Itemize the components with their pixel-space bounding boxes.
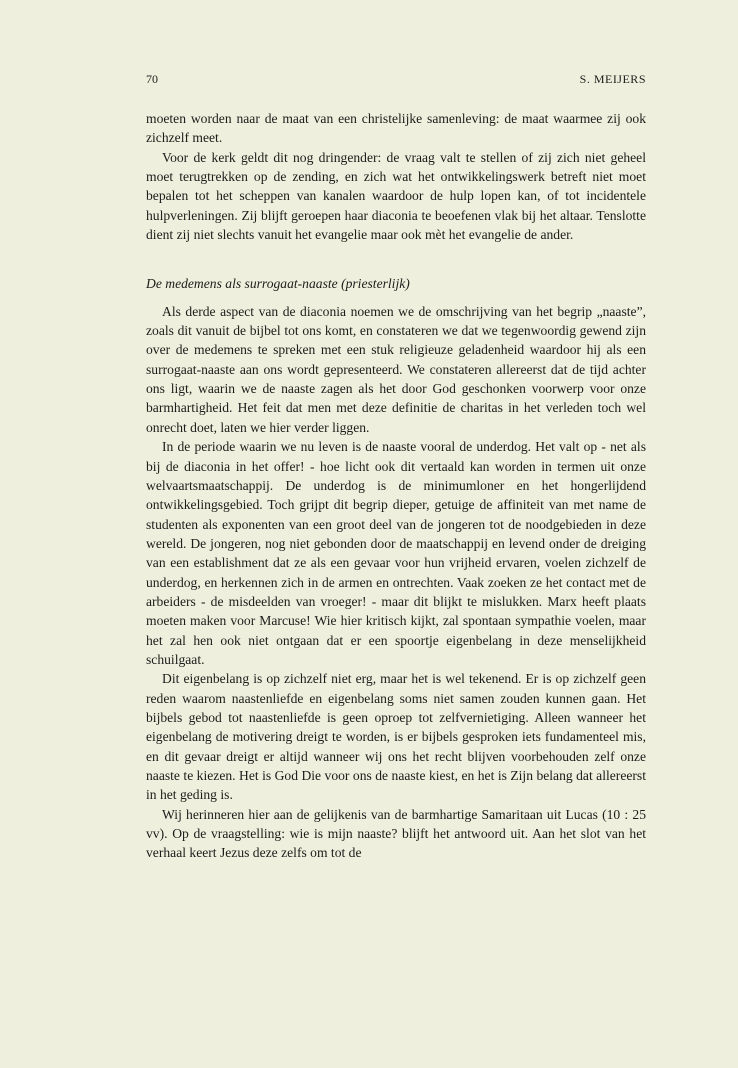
- paragraph: Wij herinneren hier aan de gelijkenis van de barmhartige Samaritaan uit Lucas (10 : 25 vv). Op de vraagstelling: wie is mijn naaste? blijft het antwoord uit. Aan het slot van het verhaal keert Jezus deze zelfs om tot de: [146, 806, 646, 861]
- paragraph: Dit eigenbelang is op zichzelf niet erg, maar het is wel tekenend. Er is op zichzelf geen reden waarom naastenliefde en eigenbelang soms niet samen zouden kunnen gaan. Het bijbels gebod tot naastenliefde is geen oproep tot zelfvernietiging. Alleen wanneer het eigenbelang de motivering dreigt te worden, is er bijbels gesproken iets fundamenteel mis, en dit gevaar dreigt er altijd wanneer wij ons het recht blijven voorbehouden zelf onze naaste te kiezen. Het is God Die voor ons de naaste kiest, en het is Zijn belang dat allereerst in het geding is.: [146, 671, 646, 803]
- paragraph: Voor de kerk geldt dit nog dringender: de vraag valt te stellen of zij zich niet geheel moet terugtrekken op de zending, en zich wat het ontwikkelingswerk betreft niet moet bepalen tot het scheppen van kanalen waardoor de hulp lopen kan, of tot incidentele hulpverleningen. Zij blijft geroepen haar diaconia te beoefenen vlak bij het altaar. Tenslotte dient zij niet slechts vanuit het evangelie maar ook mèt het evangelie de ander.: [146, 149, 646, 243]
- running-head: S. MEIJERS: [579, 72, 646, 86]
- paragraph: Als derde aspect van de diaconia noemen we de omschrijving van het begrip „naaste”, zoals dit vanuit de bijbel tot ons komt, en constateren we dat we tegenwoordig gewend zijn over de medemens te spreken met een stuk religieuze geladenheid waardoor hij als een surrogaat-naaste aan ons wordt gepresenteerd. We constateren allereerst dat de tijd achter ons ligt, waarin we de naaste zagen als het door God geschonken voorwerp voor onze barmhartigheid. Het feit dat men met deze definitie de charitas in het verleden toch wel onrecht doet, laten we hier verder liggen.: [146, 303, 646, 435]
- page-number: 70: [146, 72, 158, 86]
- section-heading: De medemens als surrogaat-naaste (priesterlijk): [146, 276, 410, 292]
- paragraph: In de periode waarin we nu leven is de naaste vooral de underdog. Het valt op - net als bij de diaconia in het offer! - hoe licht ook dit vertaald kan worden in termen uit onze welvaartsmaatschappij. De underdog is de minimumloner en het hongerlijdend ontwikkelingsgebied. Toch grijpt dit begrip dieper, getuige de affiniteit van met name de studenten als exponenten van een groot deel van de jongeren tot de noodgebieden in deze wereld. De jongeren, nog niet gebonden door de maatschappij en levend onder de dreiging van een establishment dat ze als een gevaar voor hun vrijheid ervaren, voelen zichzelf de underdog, en herkennen zich in de armen en ontrechten. Vaak zoeken ze het contact met de arbeiders - de misdeelden van vroeger! - maar dit blijkt te mislukken. Marx heeft plaats moeten maken voor Marcuse! Wie hier kritisch kijkt, zal spontaan sympathie voelen, maar het zal hen ook niet ontgaan dat er een spoortje eigenbelang in deze menselijkheid schuilgaat.: [146, 439, 646, 667]
- body-text: [146, 109, 646, 863]
- page-header: [146, 72, 646, 92]
- paragraph: moeten worden naar de maat van een christelijke samenleving: de maat waarmee zij ook zichzelf meet.: [146, 111, 646, 146]
